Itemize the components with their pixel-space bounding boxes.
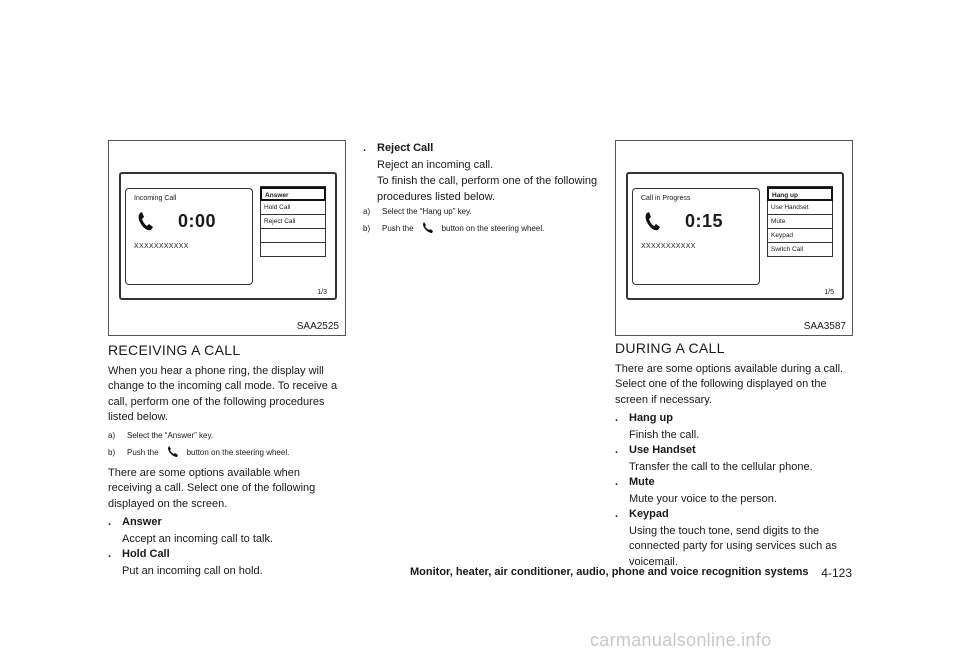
steering-phone-button-icon bbox=[167, 446, 179, 458]
bullet-item: . Keypad bbox=[615, 507, 853, 523]
bullet-title: Reject Call bbox=[377, 142, 434, 154]
bullet-item: . Use Handset bbox=[615, 443, 853, 459]
step-text: Select the “Answer” key. bbox=[127, 430, 214, 440]
menu-item-reject-call[interactable]: Reject Call bbox=[260, 215, 326, 229]
menu-item-hang-up[interactable]: Hang up bbox=[767, 187, 833, 201]
step-key: b) bbox=[363, 224, 371, 233]
call-options-menu bbox=[260, 186, 326, 257]
step-item bbox=[363, 205, 603, 218]
intro-paragraph: There are some options available during a call. Select one of the following displayed on the screen if necessary. bbox=[615, 362, 844, 406]
bullet-desc: Accept an incoming call to talk. bbox=[122, 532, 274, 545]
bullet-item: . Hang up bbox=[615, 411, 853, 427]
phone-screen bbox=[626, 172, 844, 300]
menu-item-answer[interactable]: Answer bbox=[260, 187, 326, 201]
phone-handset-icon bbox=[643, 211, 663, 233]
figure-code: SAA2525 bbox=[296, 321, 339, 332]
page-indicator: 1/3 bbox=[317, 289, 327, 296]
call-info-box bbox=[632, 188, 760, 285]
figure-code: SAA3587 bbox=[803, 321, 846, 332]
page-indicator: 1/5 bbox=[824, 289, 834, 296]
figure-incoming-call bbox=[108, 140, 346, 336]
phone-handset-icon bbox=[136, 211, 156, 233]
bullet-desc: Reject an incoming call. bbox=[377, 158, 494, 171]
bullet-title: Mute bbox=[629, 476, 655, 488]
step-item bbox=[108, 429, 346, 442]
step-key: a) bbox=[363, 207, 371, 216]
step-text-post: button on the steering wheel. bbox=[186, 447, 290, 457]
bullet-title: Keypad bbox=[629, 508, 669, 520]
page-footer bbox=[410, 566, 852, 580]
options-paragraph: There are some options available when receiving a call. Select one of the following displayed on the screen. bbox=[108, 466, 316, 510]
column-reject-call bbox=[363, 141, 603, 235]
phone-screen bbox=[119, 172, 337, 300]
menu-item-use-handset[interactable]: Use Handset bbox=[767, 201, 833, 215]
section-name: Monitor, heater, air conditioner, audio, phone and voice recognition systems bbox=[410, 566, 809, 578]
page-number: 4-123 bbox=[821, 566, 852, 580]
call-options-menu bbox=[767, 186, 833, 257]
menu-item-keypad[interactable]: Keypad bbox=[767, 229, 833, 243]
bullet-desc: Transfer the call to the cellular phone. bbox=[629, 460, 813, 473]
bullet-desc: Finish the call. bbox=[629, 428, 700, 441]
caller-number: XXXXXXXXXXX bbox=[134, 243, 189, 250]
column-during-call bbox=[615, 341, 853, 570]
intro-paragraph: When you hear a phone ring, the display will change to the incoming call mode. To receive a call, perform one of the following procedures listed below. bbox=[108, 364, 338, 423]
watermark: carmanualsonline.info bbox=[590, 630, 772, 650]
menu-item-switch-call[interactable]: Switch Call bbox=[767, 243, 833, 257]
bullet-item: . Reject Call bbox=[363, 141, 603, 157]
step-item bbox=[363, 222, 603, 235]
step-text-pre: Push the bbox=[127, 447, 159, 457]
menu-item-mute[interactable]: Mute bbox=[767, 215, 833, 229]
call-info-box bbox=[125, 188, 253, 285]
bullet-desc: Mute your voice to the person. bbox=[629, 492, 777, 505]
column-receiving-call bbox=[108, 343, 346, 579]
caller-number: XXXXXXXXXXX bbox=[641, 243, 696, 250]
bullet-title: Hang up bbox=[629, 412, 673, 424]
step-text: Select the “Hang up” key. bbox=[382, 207, 472, 216]
section-heading: DURING A CALL bbox=[615, 340, 725, 356]
call-timer: 0:00 bbox=[178, 211, 217, 231]
step-key: b) bbox=[108, 447, 116, 457]
steering-phone-button-icon bbox=[422, 222, 434, 234]
bullet-item: . Hold Call bbox=[108, 547, 346, 563]
menu-item-empty bbox=[260, 229, 326, 243]
call-timer: 0:15 bbox=[685, 211, 724, 231]
bullet-desc: Using the touch tone, send digits to the connected party for using services such as voicemail. bbox=[629, 524, 837, 568]
bullet-desc: To finish the call, perform one of the following procedures listed below. bbox=[377, 175, 598, 203]
menu-item-empty bbox=[260, 243, 326, 257]
step-text-post: button on the steering wheel. bbox=[441, 224, 545, 233]
bullet-item: . Mute bbox=[615, 475, 853, 491]
bullet-title: Answer bbox=[122, 516, 162, 528]
step-key: a) bbox=[108, 430, 116, 440]
bullet-item: . Answer bbox=[108, 515, 346, 531]
bullet-desc: Put an incoming call on hold. bbox=[122, 564, 263, 577]
figure-call-in-progress bbox=[615, 140, 853, 336]
bullet-title: Hold Call bbox=[122, 548, 170, 560]
step-item bbox=[108, 446, 346, 459]
step-text-pre: Push the bbox=[382, 224, 414, 233]
call-status-label: Incoming Call bbox=[134, 195, 177, 202]
call-status-label: Call in Progress bbox=[641, 195, 691, 202]
section-heading: RECEIVING A CALL bbox=[108, 342, 241, 358]
bullet-title: Use Handset bbox=[629, 444, 696, 456]
menu-item-hold-call[interactable]: Hold Call bbox=[260, 201, 326, 215]
